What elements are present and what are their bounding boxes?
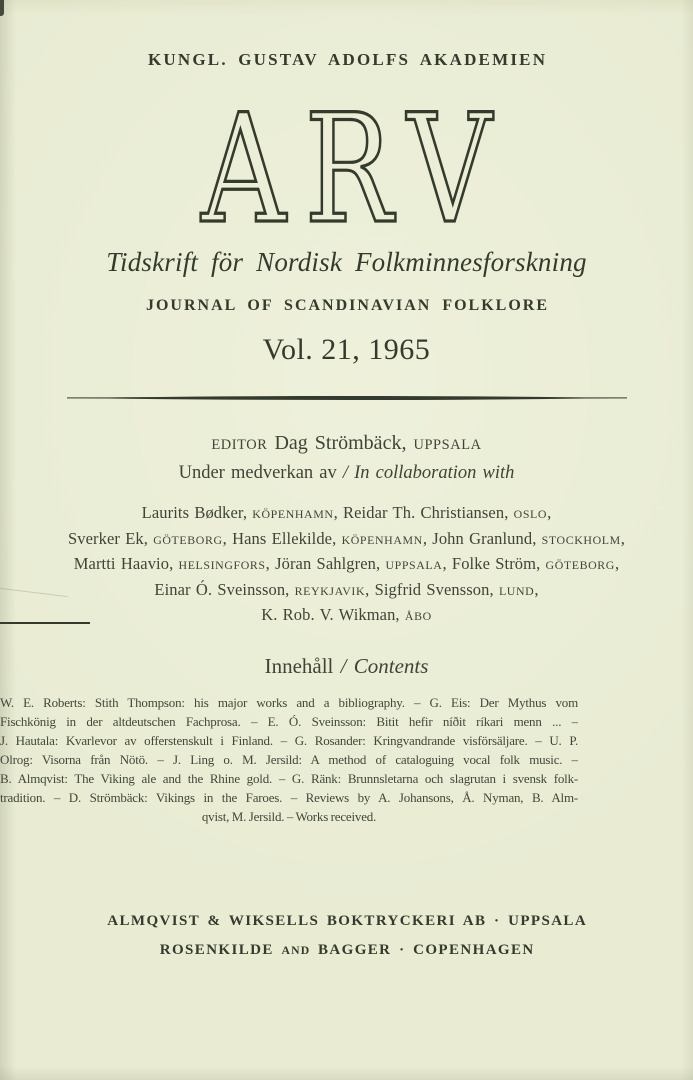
imprint-line-2: ROSENKILDE AND BAGGER · COPENHAGEN bbox=[159, 942, 535, 958]
scan-artifact-corner bbox=[0, 0, 4, 16]
contributor-line: K. Rob. V. Wikman, ÅBO bbox=[261, 605, 432, 624]
volume-line: Vol. 21, 1965 bbox=[262, 333, 431, 366]
contributor-line: Martti Haavio, HELSINGFORS, Jöran Sahlgren, UPPSALA, Folke Ström, GÖTEBORG, bbox=[73, 554, 620, 573]
contents-line: Olrog: Visorna från Nötö. – J. Ling o. M. Jersild: A method of cataloguing vocal folk music. – bbox=[0, 752, 578, 767]
contributor-line: Laurits Bødker, KÖPENHAMN, Reidar Th. Christiansen, OSLO, bbox=[141, 503, 552, 522]
subtitle-english: JOURNAL OF SCANDINAVIAN FOLKLORE bbox=[145, 297, 550, 314]
contents-line: Fischkönig in der altdeutschen Fachprosa. – E. Ó. Sveinsson: Bitit hefir níðit ríkari menn ... – bbox=[0, 714, 578, 729]
imprint-line-1: ALMQVIST & WIKSELLS BOKTRYCKERI AB · UPPSALA bbox=[107, 913, 588, 929]
contents-line: J. Hautala: Kvarlevor av offerstenskult i Finland. – G. Rosander: Kringvandrande visförsäljare. – U. P. bbox=[0, 733, 578, 748]
contents-line: qvist, M. Jersild. – Works received. bbox=[201, 809, 377, 824]
contents-line: B. Almqvist: The Viking ale and the Rhine gold. – G. Ränk: Brunnsletarna och slagrutan i svensk folk- bbox=[0, 771, 578, 786]
collaboration-line: Under medverkan av / In collaboration with bbox=[178, 463, 515, 483]
section-divider bbox=[0, 622, 90, 624]
contributor-line: Sverker Ek, GÖTEBORG, Hans Ellekilde, KÖPENHAMN, John Granlund, STOCKHOLM, bbox=[67, 528, 625, 548]
divider-rule bbox=[0, 394, 693, 402]
masthead-title: ARV bbox=[201, 83, 511, 257]
editor-line: EDITOR Dag Strömbäck, UPPSALA bbox=[211, 432, 482, 454]
contents-line: W. E. Roberts: Stith Thompson: his major works and a bibliography. – G. Eis: Der Mythus vom bbox=[0, 695, 578, 710]
contributor-line: Einar Ó. Sveinsson, REYKJAVIK, Sigfrid Svensson, LUND, bbox=[154, 579, 539, 599]
subtitle-swedish: Tidskrift för Nordisk Folkminnesforskning bbox=[106, 247, 587, 277]
contributors-list bbox=[0, 501, 693, 629]
academy-heading: KUNGL. GUSTAV ADOLFS AKADEMIEN bbox=[148, 50, 548, 69]
contents-heading: Innehåll / Contents bbox=[264, 654, 429, 678]
contents-paragraph bbox=[0, 693, 578, 826]
contents-line: tradition. – D. Strömbäck: Vikings in the Faroes. – Reviews by A. Johansons, Å. Nyman, B. Alm- bbox=[0, 790, 578, 805]
